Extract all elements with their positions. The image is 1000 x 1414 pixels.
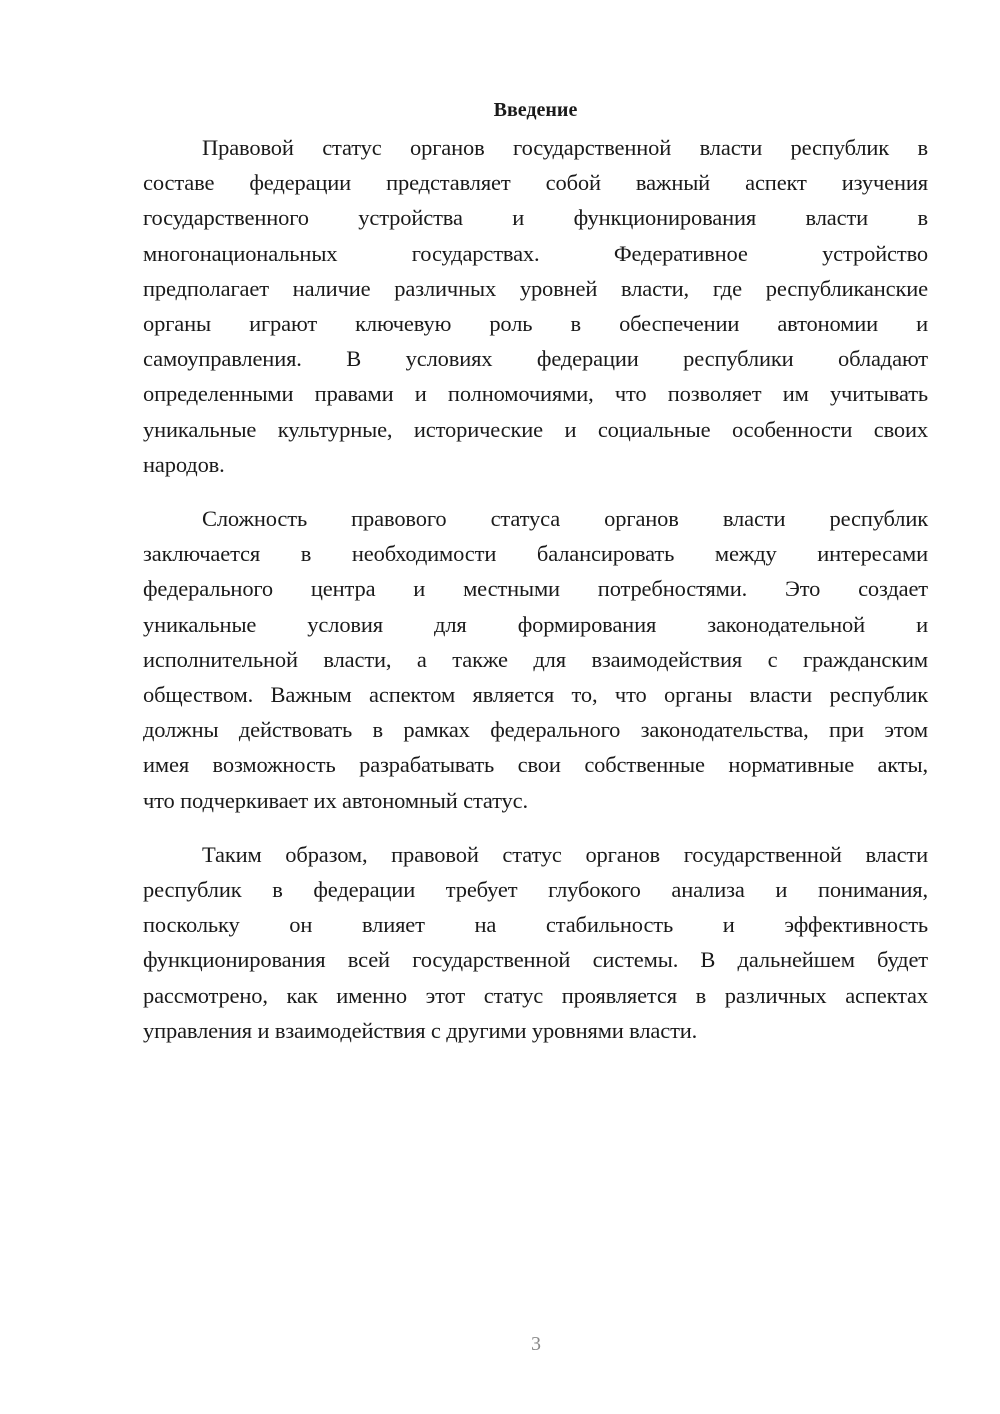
paragraph-2 — [143, 501, 928, 818]
text-line: Таким образом, правовой статус органов государственной власти — [202, 841, 928, 867]
text-line: заключается в необходимости балансировать между интересами — [143, 541, 928, 567]
text-line: Сложность правового статуса органов власти республик — [202, 506, 928, 532]
text-line: рассмотрено, как именно этот статус проявляется в различных аспектах — [143, 982, 928, 1008]
text-line: составе федерации представляет собой важный аспект изучения — [143, 170, 928, 196]
paragraph-3 — [143, 837, 928, 1048]
text-line: народов. — [143, 451, 225, 477]
document-page — [143, 92, 928, 1067]
text-line: определенными правами и полномочиями, что позволяет им учитывать — [143, 381, 928, 407]
text-line: уникальные культурные, исторические и социальные особенности своих — [143, 416, 928, 442]
text-line: что подчеркивает их автономный статус. — [143, 787, 528, 813]
text-line: обществом. Важным аспектом является то, что органы власти республик — [143, 682, 928, 708]
text-line: уникальные условия для формирования законодательной и — [143, 611, 928, 637]
text-line: многонациональных государствах. Федеративное устройство — [143, 240, 928, 266]
text-line: республик в федерации требует глубокого анализа и понимания, — [143, 877, 928, 903]
text-line: должны действовать в рамках федерального законодательства, при этом — [143, 717, 928, 743]
text-line: предполагает наличие различных уровней власти, где республиканские — [143, 275, 928, 301]
text-line: Правовой статус органов государственной власти республик в — [202, 135, 928, 160]
text-line: исполнительной власти, а также для взаимодействия с гражданским — [143, 646, 928, 672]
text-line: органы играют ключевую роль в обеспечении автономии и — [143, 311, 928, 337]
text-line: поскольку он влияет на стабильность и эффективность — [143, 912, 928, 938]
text-line: государственного устройства и функционирования власти в — [143, 205, 928, 231]
text-line: управления и взаимодействия с другими уровнями власти. — [143, 1017, 698, 1043]
text-line: федерального центра и местными потребностями. Это создает — [143, 576, 928, 602]
text-line: функционирования всей государственной системы. В дальнейшем будет — [143, 947, 928, 973]
text-line: самоуправления. В условиях федерации республики обладают — [143, 346, 928, 372]
paragraph-1 — [143, 130, 928, 482]
section-title: Введение — [493, 99, 578, 121]
page-number: 3 — [531, 1333, 541, 1355]
text-line: имея возможность разрабатывать свои собственные нормативные акты, — [143, 752, 928, 778]
